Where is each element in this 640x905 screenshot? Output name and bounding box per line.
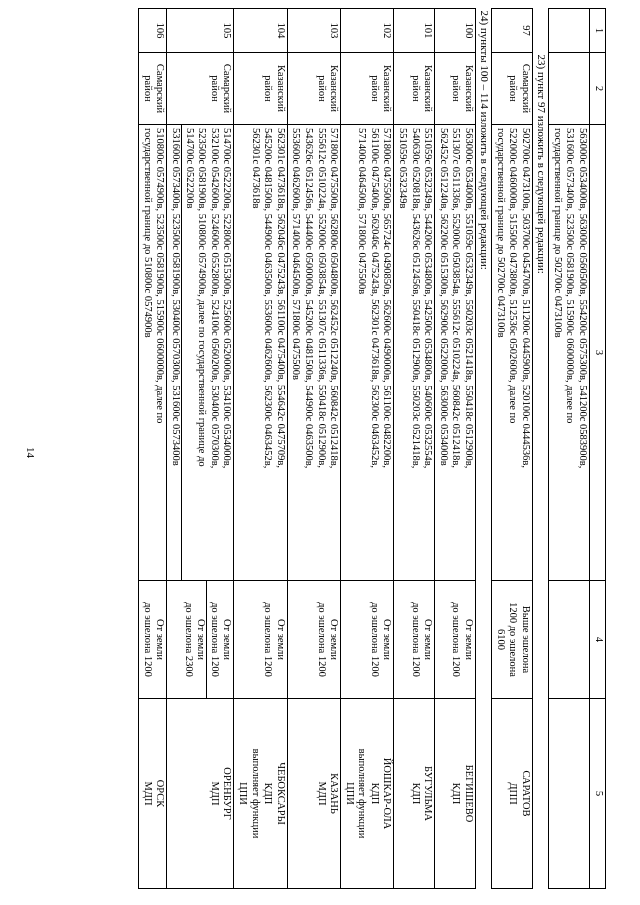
- coordinates-cell: [394, 125, 435, 581]
- column-number-row: [590, 9, 606, 889]
- coordinates-cell: [549, 125, 590, 581]
- altitude-line: до эшелона 1200: [208, 602, 220, 677]
- altitude-line: От земли: [154, 618, 166, 661]
- coordinates-line: 532100с 0542600в, 524600с 0552800в, 524100с 0560200в, 530400с 0570300в,: [208, 128, 220, 469]
- coordinates-cell: [435, 125, 476, 581]
- control-center-cell: [287, 699, 340, 889]
- region-cell: [549, 53, 590, 125]
- altitude-cell: [394, 581, 435, 699]
- altitude-cell: [435, 581, 476, 699]
- control-center-name: САРАТОВ: [520, 770, 532, 817]
- column-header: 1: [590, 9, 606, 53]
- control-center-cell: [341, 699, 394, 889]
- coordinates-line: 545200с 0481500в, 544900с 0463500в, 553600с 0462600в, 562300с 0463452в,: [262, 128, 274, 469]
- page-number: 14: [24, 447, 36, 458]
- altitude-line: Выше эшелона: [520, 605, 532, 674]
- row-number: 100: [435, 9, 476, 53]
- region-line: район: [262, 75, 274, 102]
- region-line: район: [450, 75, 462, 102]
- region-line: Казанский: [274, 65, 286, 112]
- section-heading: 24) пункты 100 – 114 изложить в следующей редакции:: [476, 9, 492, 889]
- row-number: 102: [341, 9, 394, 53]
- table-row: [341, 9, 394, 889]
- table-row: [167, 9, 234, 889]
- altitude-cell: [287, 581, 340, 699]
- region-line: Казанский: [463, 65, 475, 112]
- control-center-line: МДП: [208, 781, 220, 806]
- region-line: район: [507, 75, 519, 102]
- coordinates-line: 531600с 0573400в, 523500с 0581900в, 515900с 0600000в, далее по: [564, 128, 576, 424]
- coordinates-line: государственной границе до 510800с 0574900в: [141, 128, 153, 338]
- region-line: Самарский: [154, 63, 166, 114]
- altitude-subzone: [181, 581, 207, 698]
- altitude-line: От земли: [274, 618, 286, 661]
- altitude-line: От земли: [381, 618, 393, 661]
- table-row: [435, 9, 476, 889]
- table-row: [287, 9, 340, 889]
- table-row: [394, 9, 435, 889]
- control-center-line: КДП: [368, 782, 380, 805]
- coordinates-line: 514700с 0522200в: [183, 128, 195, 209]
- control-center-line: выполняет функции: [356, 748, 368, 839]
- coordinates-cell: [139, 125, 167, 581]
- row-number: 101: [394, 9, 435, 53]
- coordinates-line: государственной границе до 502700с 0473100в: [494, 128, 506, 338]
- control-center-line: МДП: [315, 781, 327, 806]
- control-center-line: МДП: [141, 781, 153, 806]
- region-cell: [492, 53, 533, 125]
- coordinates-cell: [492, 125, 533, 581]
- altitude-cell: [167, 581, 234, 699]
- control-center-type: ДПП: [507, 782, 519, 805]
- row-number: [549, 9, 590, 53]
- coordinates-line: государственной границе до 502700с 0473100в: [551, 128, 563, 338]
- altitude-line: до эшелона 1200: [409, 602, 421, 677]
- control-center-line: КДП: [409, 782, 421, 805]
- altitude-cell: [549, 581, 590, 699]
- control-center-cell: [139, 699, 167, 889]
- region-cell: [435, 53, 476, 125]
- coordinates-line: 562301с 0473618в: [249, 128, 261, 209]
- coordinates-line: 522000с 0460000в, 515500с 0473800в, 512536с 0502600в, далее по: [507, 128, 519, 424]
- coordinates-line: 562301с 0473618в, 562046с 0475243в, 561100с 0475400в, 554642с 0475709в,: [274, 128, 286, 468]
- altitude-line: От земли: [221, 618, 233, 661]
- altitude-line: 1200 до эшелона: [507, 602, 519, 677]
- coordinates-cell: [341, 125, 394, 581]
- coordinates-line: 553600с 0462600в, 571400с 0464500в, 571800с 0475500в: [290, 128, 302, 380]
- coordinates-line: 543626с 0512456в, 544400с 0500000в, 545200с 0481500в, 544900с 0463500в,: [302, 128, 314, 469]
- column-header: 2: [590, 53, 606, 125]
- control-center-line: ЦПИ: [343, 782, 355, 805]
- control-center-line: БУГУЛЬМА: [422, 765, 434, 822]
- section-row: [476, 9, 492, 889]
- control-center-line: БЕГИШЕВО: [463, 764, 475, 823]
- control-center-line: КДП: [262, 782, 274, 805]
- region-cell: [394, 53, 435, 125]
- coordinates-cell: [234, 125, 287, 581]
- table-row: [234, 9, 287, 889]
- control-center-line: выполняет функции: [249, 748, 261, 839]
- row-number: 106: [139, 9, 167, 53]
- control-center-cell: [435, 699, 476, 889]
- altitude-line: до эшелона 1200: [141, 602, 153, 677]
- altitude-line: до эшелона 1200: [262, 602, 274, 677]
- region-line: район: [208, 75, 220, 102]
- column-header: 4: [590, 581, 606, 699]
- section-heading: 23) пункт 97 изложить в следующей редакции:: [533, 53, 549, 889]
- altitude-line: до эшелона 1200: [368, 602, 380, 677]
- row-number: 97: [492, 9, 533, 53]
- altitude-cell: [492, 581, 533, 699]
- region-line: район: [368, 75, 380, 102]
- table-body: [139, 9, 476, 889]
- row-number: 105: [167, 9, 234, 53]
- control-center-line: КДП: [450, 782, 462, 805]
- coordinates-line: 561100с 0475400в, 562046с 0475243в, 562301с 0473618в, 562300с 0463452в,: [368, 128, 380, 468]
- region-cell: [167, 53, 234, 125]
- region-line: район: [141, 75, 153, 102]
- table-row: [549, 9, 590, 889]
- region-line: Самарский: [221, 63, 233, 114]
- section-row: [533, 9, 549, 889]
- altitude-line: От земли: [463, 618, 475, 661]
- altitude-line: до эшелона 1200: [450, 602, 462, 677]
- coordinates-line: 551307с 0511336в, 552000с 0503854в, 555612с 0510224в, 560842с 0512418в,: [450, 128, 462, 468]
- region-line: район: [315, 75, 327, 102]
- region-cell: [287, 53, 340, 125]
- region-line: Казанский: [381, 65, 393, 112]
- region-line: Казанский: [328, 65, 340, 112]
- coordinates-line: 563000с 0534000в, 551059с 0532349в, 550203с 0521418в, 550418с 0512900в,: [463, 128, 475, 469]
- coordinates-cell: [287, 125, 340, 581]
- coordinates-line: 571400с 0464500в, 571800с 0475500в: [356, 128, 368, 295]
- control-center-line: ОРСК: [154, 779, 166, 808]
- coordinates-subzone: [168, 125, 182, 580]
- coordinates-line: 555612с 0510224в, 552000с 0503854в, 551307с 0511336в, 550418с 0512900в,: [315, 128, 327, 468]
- table-row: [492, 9, 533, 889]
- altitude-line: От земли: [328, 618, 340, 661]
- coordinates-line: 510800с 0574900в, 523500с 0581900в, 515900с 0600000в, далее по: [154, 128, 166, 424]
- coordinates-line: 502700с 0473100в, 503700с 0454700в, 511200с 0445900в, 520100с 0444536в,: [520, 128, 532, 468]
- control-center-line: КАЗАНЬ: [328, 773, 340, 814]
- altitude-cell: [234, 581, 287, 699]
- region-line: район: [409, 75, 421, 102]
- region-cell: [341, 53, 394, 125]
- altitude-cell: [341, 581, 394, 699]
- region-cell: [234, 53, 287, 125]
- coordinates-line: 531600с 0573400в, 523500с 0581900в, 530400с 0570300в, 531600с 0573400в: [170, 128, 181, 466]
- control-center-cell: [234, 699, 287, 889]
- region-line: Казанский: [422, 65, 434, 112]
- control-center-cell: [549, 699, 590, 889]
- coordinates-line: 514700с 0522200в, 522800с 0515300в, 525600с 0520000в, 534100с 0534000в,: [221, 128, 233, 469]
- coordinates-line: 562452с 0512240в, 562200с 0515300в, 562900с 0522000в, 563000с 0534000в: [437, 128, 449, 466]
- coordinates-line: 571800с 0475500в, 565724с 0490850в, 562600с 0490000в, 561100с 0482200в,: [381, 128, 393, 468]
- coordinates-line: 571800с 0475500в, 562800с 0504800в, 562452с 0512240в, 560842с 0512418в,: [328, 128, 340, 469]
- altitude-line: От земли: [195, 618, 207, 661]
- coordinates-line: 551059с 0532349в, 544200с 0534800в, 542500с 0534800в, 540600с 0532554в,: [422, 128, 434, 469]
- altitude-line: до эшелона 2300: [182, 602, 194, 677]
- control-center-line: ЙОШКАР-ОЛА: [381, 757, 393, 830]
- row-number: 104: [234, 9, 287, 53]
- control-center-line: ОРЕНБУРГ: [221, 767, 233, 820]
- altitude-cell: [139, 581, 167, 699]
- altitude-line: до эшелона 1200: [315, 602, 327, 677]
- altitude-line: От земли: [422, 618, 434, 661]
- control-center-cell: [492, 699, 533, 889]
- airspace-table: [138, 8, 606, 889]
- control-center-cell: [394, 699, 435, 889]
- coordinates-line: 523500с 0581900в, 510800с 0574900в, далее по государственной границе до: [196, 128, 208, 467]
- control-center-line: ЧЕБОКСАРЫ: [274, 762, 286, 825]
- coordinates-line: 540630с 0520818в, 543626с 0512456в, 550418с 0512900в, 550203с 0521418в,: [409, 128, 421, 469]
- region-cell: [139, 53, 167, 125]
- control-center-cell: [167, 699, 234, 889]
- coordinates-cell: [167, 125, 234, 581]
- control-center-line: ЦПИ: [236, 782, 248, 805]
- row-number: 103: [287, 9, 340, 53]
- altitude-line: 6100: [494, 629, 506, 650]
- table-row: [139, 9, 167, 889]
- column-header: 5: [590, 699, 606, 889]
- region-line: Самарский: [520, 63, 532, 114]
- coordinates-line: 563000с 0534000в, 563000с 0560500в, 554200с 0575300в, 541200с 0583900в,: [577, 128, 588, 469]
- coordinates-line: 551059с 0532349в: [397, 128, 409, 209]
- column-header: 3: [590, 125, 606, 581]
